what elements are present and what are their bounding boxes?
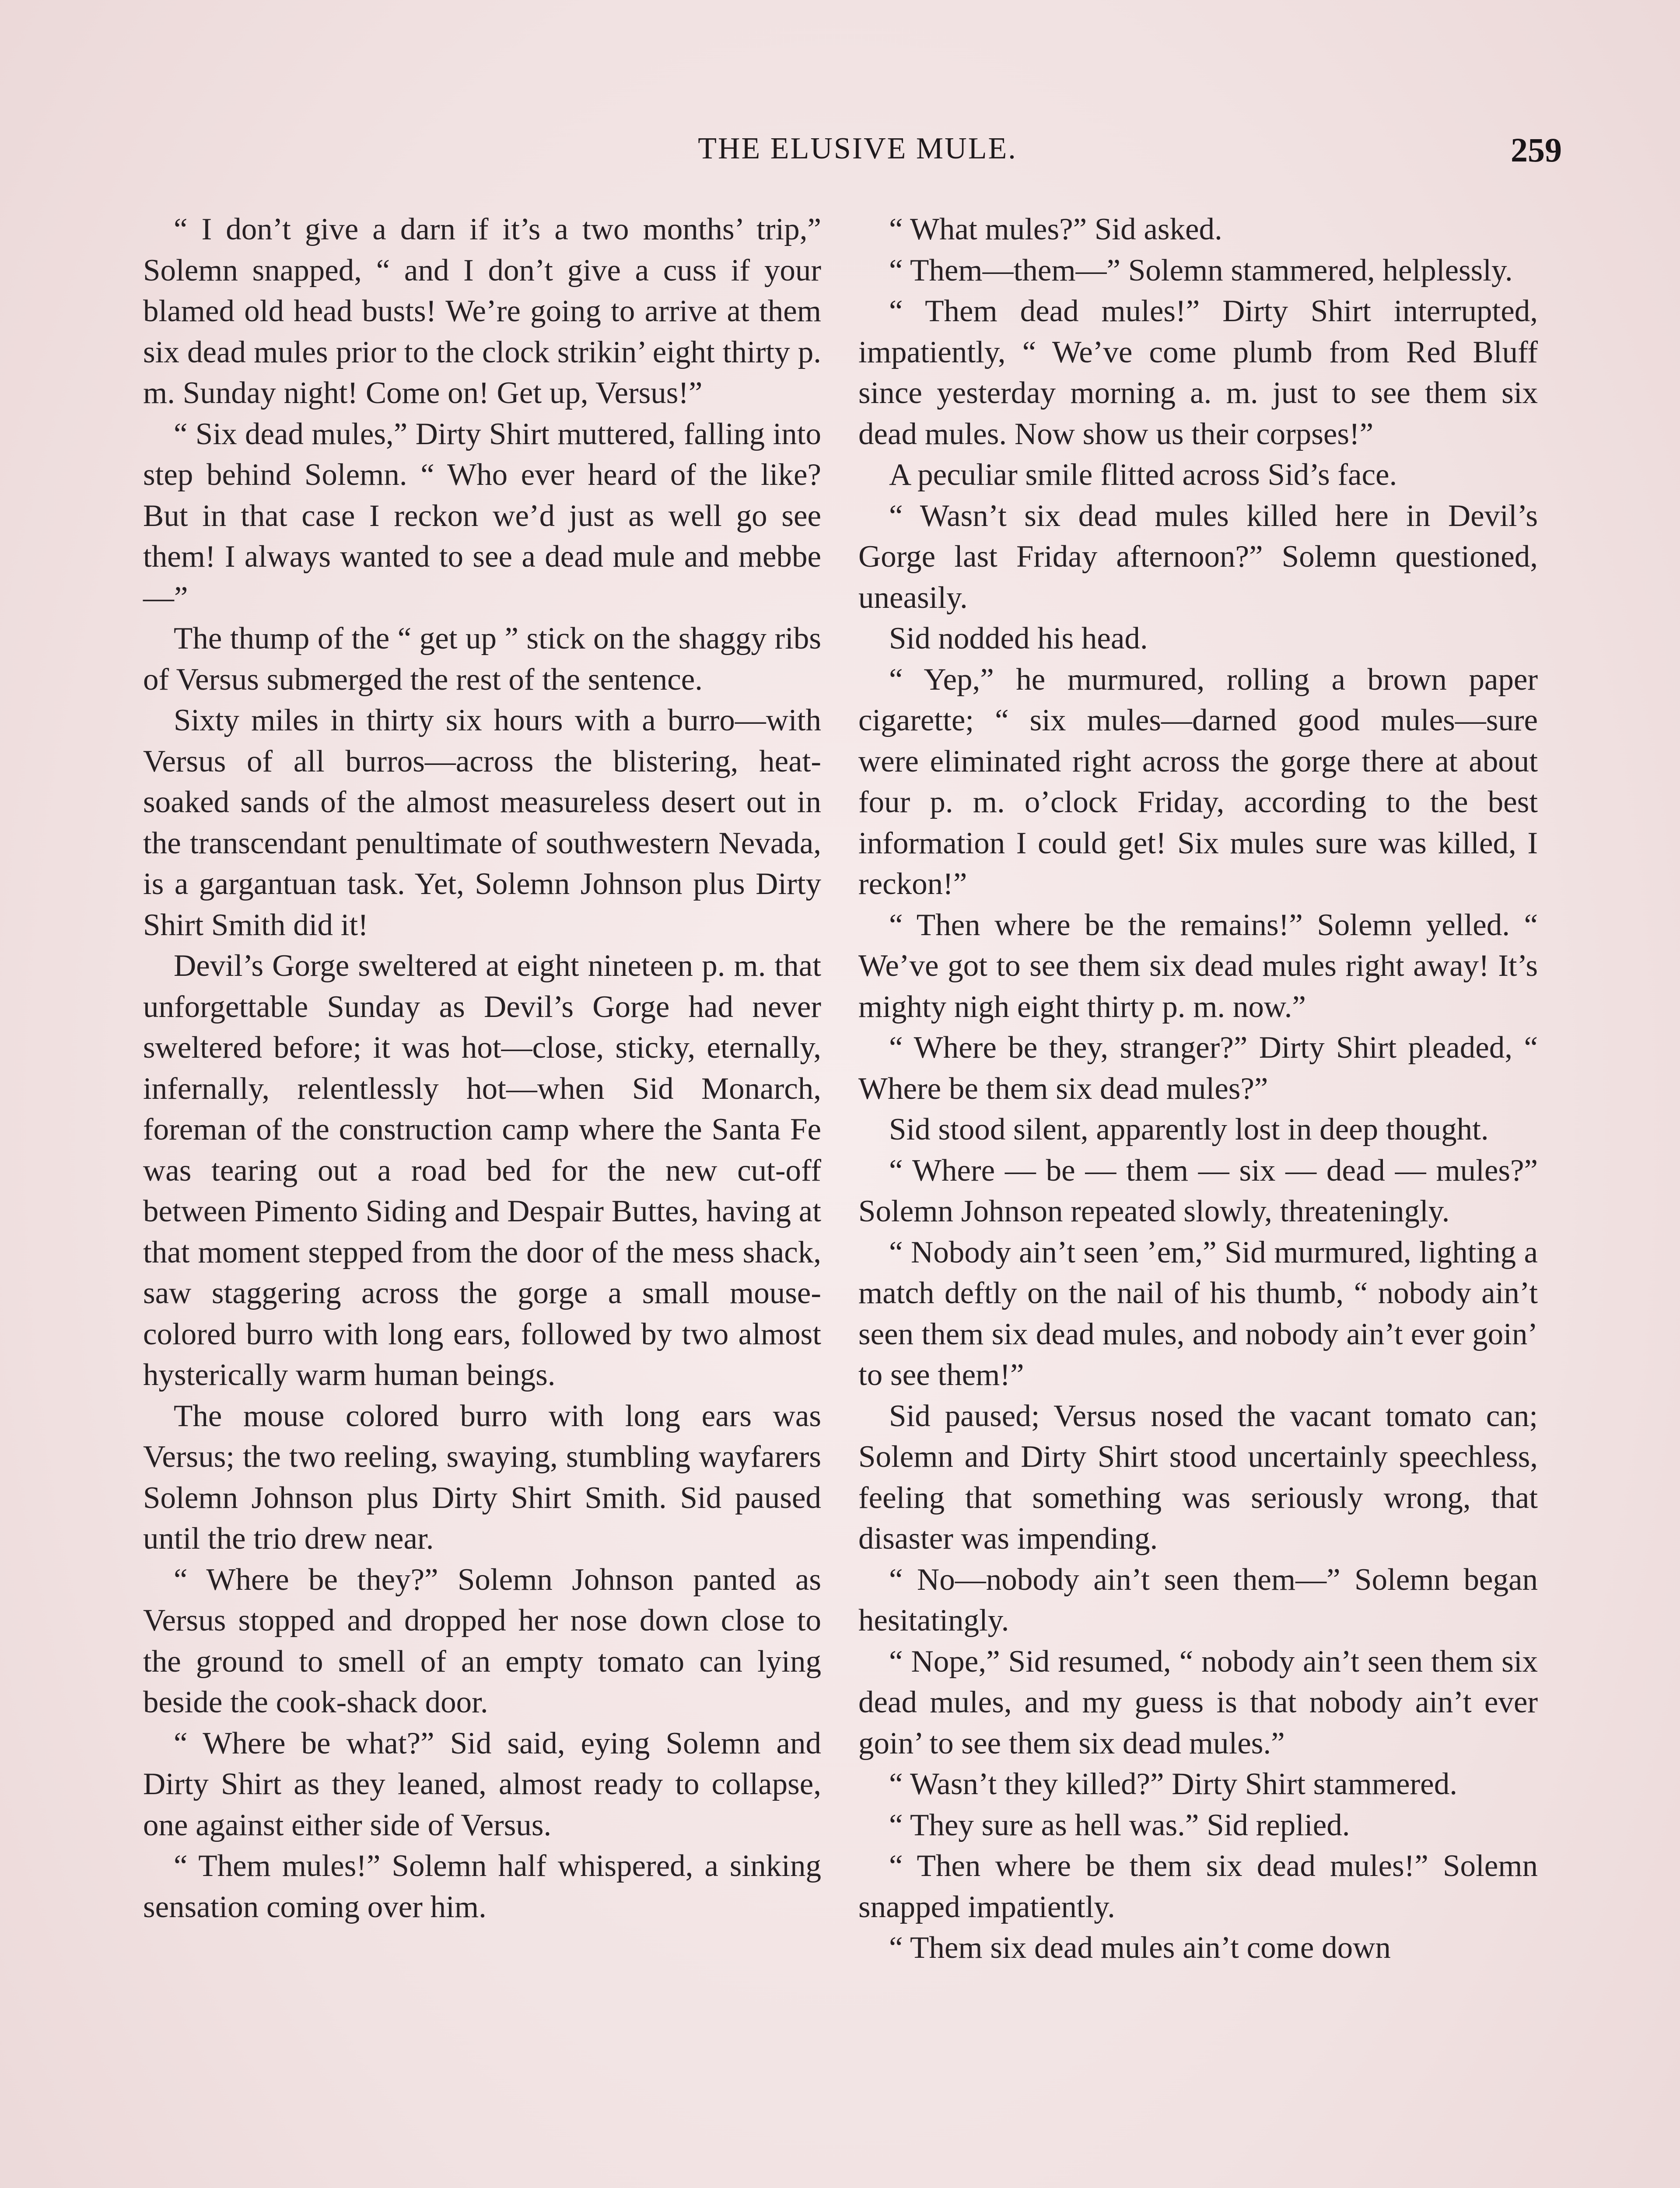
paragraph: “ Them mules!” Solemn half whispered, a sinking sensation coming over him. — [143, 1849, 821, 1924]
page-number: 259 — [1511, 131, 1562, 169]
paragraph: “ Where be they?” Solemn Johnson panted as Versus stopped and dropped her nose down close to the ground to smell of an empty tomato can lying beside the cook-shack door. — [143, 1562, 821, 1719]
paragraph: Sixty miles in thirty six hours with a burro—with Versus of all burros—across the blistering, heat-soaked sands of the almost measureless desert out in the transcendant penultimate of southwestern Nevada, is a gargantuan task. Yet, Solemn Johnson plus Dirty Shirt Smith did it! — [143, 703, 821, 942]
paragraph: Sid nodded his head. — [889, 621, 1148, 656]
paragraph: “ Them six dead mules ain’t come down — [889, 1931, 1391, 1965]
paragraph: “ They sure as hell was.” Sid replied. — [889, 1808, 1350, 1842]
paragraph: Sid stood silent, apparently lost in deep thought. — [889, 1112, 1489, 1147]
paragraph: “ Wasn’t they killed?” Dirty Shirt stammered. — [889, 1767, 1457, 1801]
paragraph: Sid paused; Versus nosed the vacant tomato can; Solemn and Dirty Shirt stood uncertainly speechless, feeling that something was seriously wrong, that disaster was impending. — [858, 1399, 1538, 1556]
paragraph: “ Nobody ain’t seen ’em,” Sid murmured, lighting a match deftly on the nail of his thumb, “ nobody ain’t seen them six dead mules, and nobody ain’t ever goin’ to see them!” — [858, 1235, 1538, 1392]
left-column — [143, 209, 821, 1928]
paragraph: “ Them dead mules!” Dirty Shirt interrupted, impatiently, “ We’ve come plumb from Red Bluff since yesterday morning a. m. just to see them six dead mules. Now show us their corpses!” — [858, 294, 1538, 451]
running-head: THE ELUSIVE MULE. — [698, 132, 1017, 165]
paragraph: Devil’s Gorge sweltered at eight nineteen p. m. that unforgettable Sunday as Devil’s Gorge had never sweltered before; it was hot—close, sticky, eternally, infernally, relentlessly hot—when Sid Monarch, foreman of the construction camp where the Santa Fe was tearing out a road bed for the new cut-off between Pimento Siding and Despair Buttes, having at that moment stepped from the door of the mess shack, saw staggering across the gorge a small mouse-colored burro with long ears, followed by two almost hysterically warm human beings. — [143, 949, 821, 1392]
paragraph: “ Where be they, stranger?” Dirty Shirt pleaded, “ Where be them six dead mules?” — [858, 1031, 1538, 1106]
paragraph: A peculiar smile flitted across Sid’s face. — [889, 458, 1397, 492]
paragraph: “ What mules?” Sid asked. — [889, 212, 1222, 246]
paragraph: “ I don’t give a darn if it’s a two months’ trip,” Solemn snapped, “ and I don’t give a cuss if your blamed old head busts! We’re going to arrive at them six dead mules prior to the clock strikin’ eight thirty p. m. Sunday night! Come on! Get up, Versus!” — [143, 212, 821, 410]
paragraph: “ Where — be — them — six — dead — mules?” Solemn Johnson repeated slowly, threateningly. — [858, 1153, 1538, 1228]
paragraph: “ Six dead mules,” Dirty Shirt muttered, falling into step behind Solemn. “ Who ever heard of the like? But in that case I reckon we’d just as well go see them! I always wanted to see a dead mule and mebbe—” — [143, 417, 821, 615]
paragraph: “ Nope,” Sid resumed, “ nobody ain’t seen them six dead mules, and my guess is that nobody ain’t ever goin’ to see them six dead mules.” — [858, 1644, 1538, 1760]
paragraph: “ Where be what?” Sid said, eying Solemn and Dirty Shirt as they leaned, almost ready to collapse, one against either side of Versus. — [143, 1726, 821, 1842]
paragraph: “ Wasn’t six dead mules killed here in Devil’s Gorge last Friday afternoon?” Solemn questioned, uneasily. — [858, 498, 1538, 615]
paragraph: “ Them—them—” Solemn stammered, helplessly. — [889, 253, 1513, 288]
paragraph: The thump of the “ get up ” stick on the shaggy ribs of Versus submerged the rest of the sentence. — [143, 621, 821, 697]
paragraph: “ Then where be them six dead mules!” Solemn snapped impatiently. — [858, 1849, 1538, 1924]
paragraph: The mouse colored burro with long ears was Versus; the two reeling, swaying, stumbling wayfarers Solemn Johnson plus Dirty Shirt Smith. Sid paused until the trio drew near. — [143, 1399, 821, 1556]
paragraph: “ Then where be the remains!” Solemn yelled. “ We’ve got to see them six dead mules right away! It’s mighty nigh eight thirty p. m. now.” — [858, 908, 1538, 1024]
paragraph: “ No—nobody ain’t seen them—” Solemn began hesitatingly. — [858, 1562, 1538, 1637]
paragraph: “ Yep,” he murmured, rolling a brown paper cigarette; “ six mules—darned good mules—sure were eliminated right across the gorge there at about four p. m. o’clock Friday, according to the best information I could get! Six mules sure was killed, I reckon!” — [858, 662, 1538, 901]
right-column — [858, 209, 1538, 1969]
